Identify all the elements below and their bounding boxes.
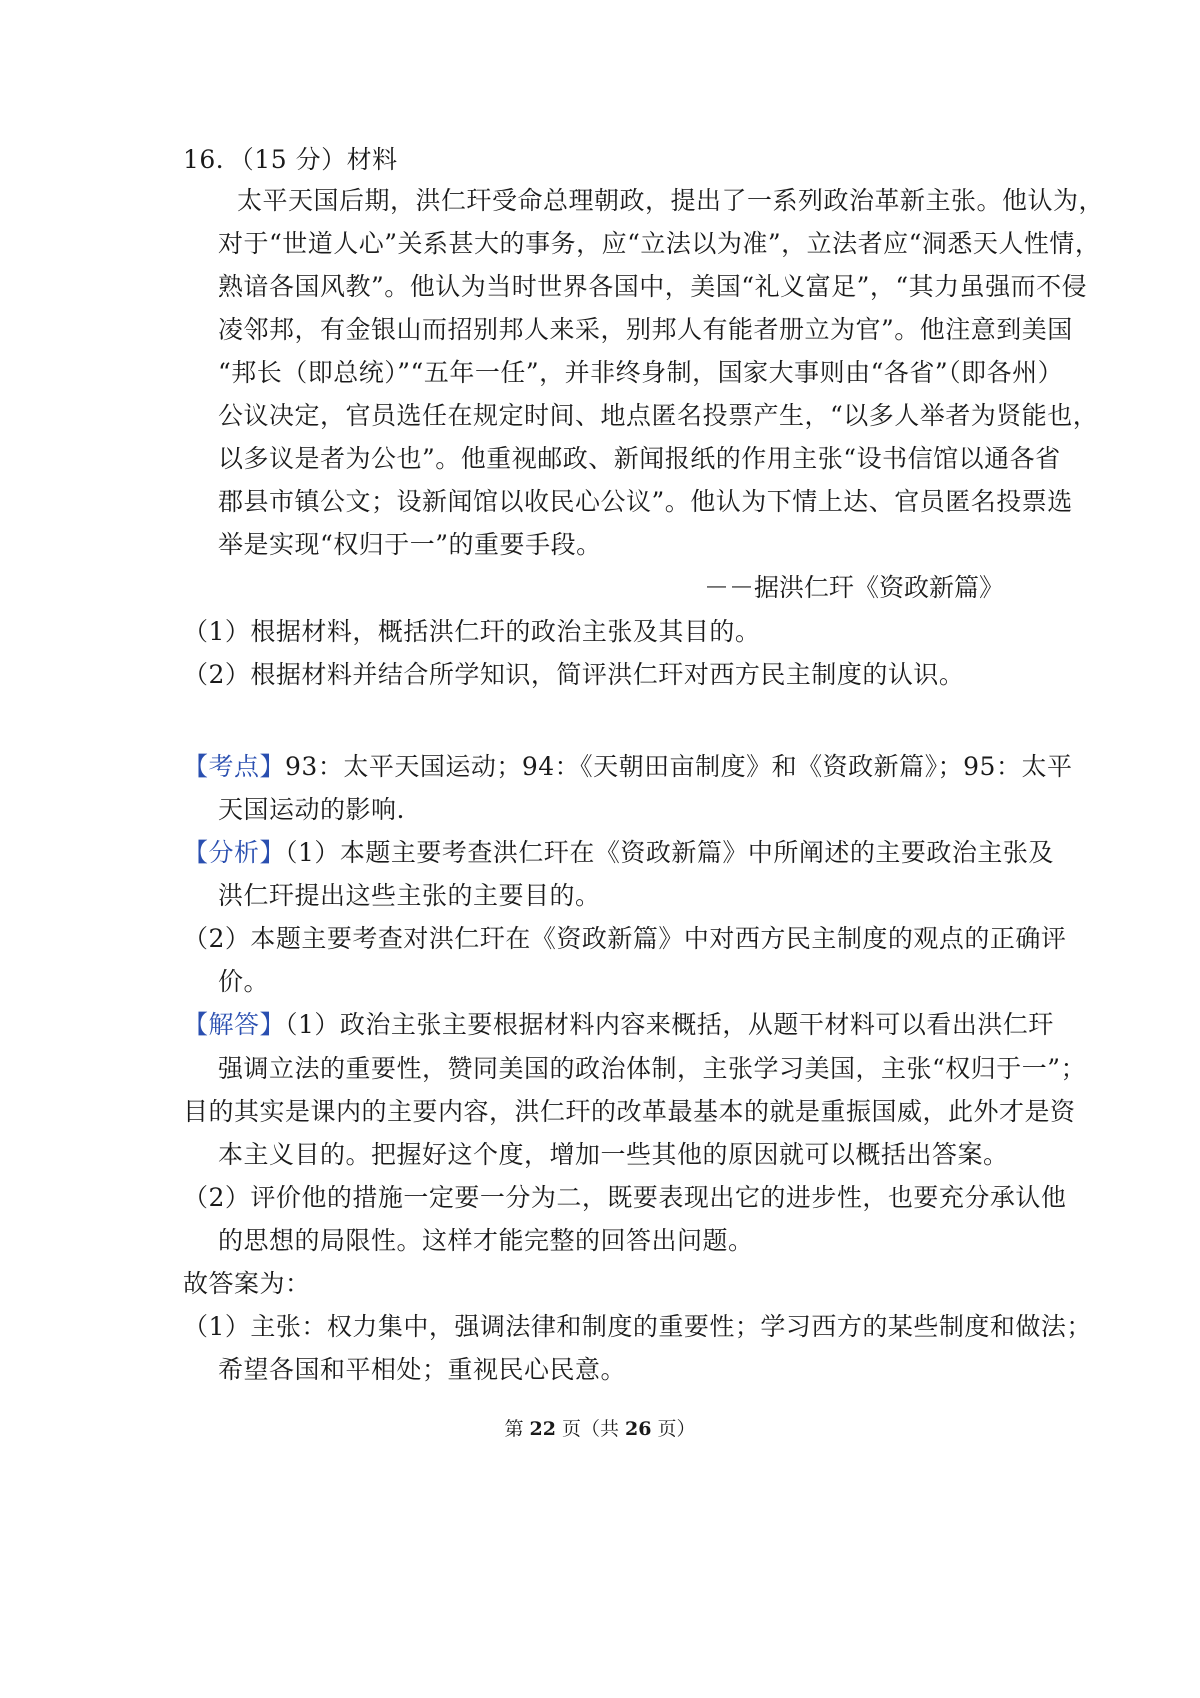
answer-part-1: （1）主张：权力集中，强调法律和制度的重要性；学习西方的某些制度和做法；	[183, 1312, 1092, 1341]
question-header: 16．（15 分）材料	[183, 145, 398, 174]
jieda-text: （1）政治主张主要根据材料内容来概括，从题干材料可以看出洪仁玕	[285, 1010, 1054, 1039]
answer-continuation: 希望各国和平相处；重视民心民意。	[218, 1355, 627, 1384]
fenxi-text: （1）本题主要考查洪仁玕在《资政新篇》中所阐述的主要政治主张及	[285, 838, 1054, 867]
jieda-continuation: 的思想的局限性。这样才能完整的回答出问题。	[218, 1226, 754, 1255]
answer-intro: 故答案为：	[183, 1269, 311, 1298]
kaodian-text: 93：太平天国运动；94：《天朝田亩制度》和《资政新篇》；95：太平	[285, 752, 1073, 781]
jieda-part-2: （2）评价他的措施一定要一分为二，既要表现出它的进步性，也要充分承认他	[183, 1183, 1067, 1212]
sub-question-1: （1）根据材料，概括洪仁玕的政治主张及其目的。	[183, 617, 761, 646]
material-line: 举是实现“权归于一”的重要手段。	[218, 530, 602, 559]
total-page-number: 26	[625, 1418, 652, 1440]
footer-suffix: 页）	[651, 1418, 696, 1440]
jieda-paragraph: 目的其实是课内的主要内容，洪仁玕的改革最基本的就是重振国威，此外才是资	[183, 1097, 1076, 1126]
fenxi-continuation: 洪仁玕提出这些主张的主要目的。	[218, 881, 601, 910]
kaodian-section	[0, 750, 1200, 784]
footer-prefix: 第	[504, 1418, 530, 1440]
material-line: 对于“世道人心”关系甚大的事务，应“立法以为准”，立法者应“洞悉天人性情，	[218, 229, 1101, 258]
kaodian-continuation: 天国运动的影响.	[218, 795, 405, 824]
material-source: －－据洪仁玕《资政新篇》	[703, 573, 1004, 602]
jieda-continuation: 本主义目的。把握好这个度，增加一些其他的原因就可以概括出答案。	[218, 1140, 1009, 1169]
fenxi-tag: 【分析】	[183, 838, 286, 867]
material-line: 公议决定，官员选任在规定时间、地点匿名投票产生，“以多人举者为贤能也，	[218, 401, 1099, 430]
fenxi-part-2: （2）本题主要考查对洪仁玕在《资政新篇》中对西方民主制度的观点的正确评	[183, 924, 1067, 953]
material-line: 太平天国后期，洪仁玕受命总理朝政，提出了一系列政治革新主张。他认为，	[237, 186, 1105, 215]
material-line: “邦长（即总统）”“五年一任”，并非终身制，国家大事则由“各省”（即各州）	[218, 358, 1064, 387]
material-line: 熟谙各国风教”。他认为当时世界各国中，美国“礼义富足”，“其力虽强而不侵	[218, 272, 1088, 301]
footer-middle: 页（共	[555, 1418, 626, 1440]
fenxi-section	[0, 836, 1200, 870]
jieda-continuation: 强调立法的重要性，赞同美国的政治体制，主张学习美国，主张“权归于一”；	[218, 1054, 1087, 1083]
kaodian-tag: 【考点】	[183, 752, 286, 781]
current-page-number: 22	[529, 1418, 556, 1440]
fenxi-continuation: 价。	[218, 967, 270, 996]
jieda-tag: 【解答】	[183, 1010, 286, 1039]
jieda-section	[0, 1008, 1200, 1042]
material-line: 凌邻邦，有金银山而招别邦人来采，别邦人有能者册立为官”。他注意到美国	[218, 315, 1073, 344]
sub-question-2: （2）根据材料并结合所学知识，简评洪仁玕对西方民主制度的认识。	[183, 660, 965, 689]
material-line: 以多议是者为公也”。他重视邮政、新闻报纸的作用主张“设书信馆以通各省	[218, 444, 1061, 473]
material-line: 郡县市镇公文；设新闻馆以收民心公议”。他认为下情上达、官员匿名投票选	[218, 487, 1073, 516]
page-footer	[0, 1416, 1200, 1442]
